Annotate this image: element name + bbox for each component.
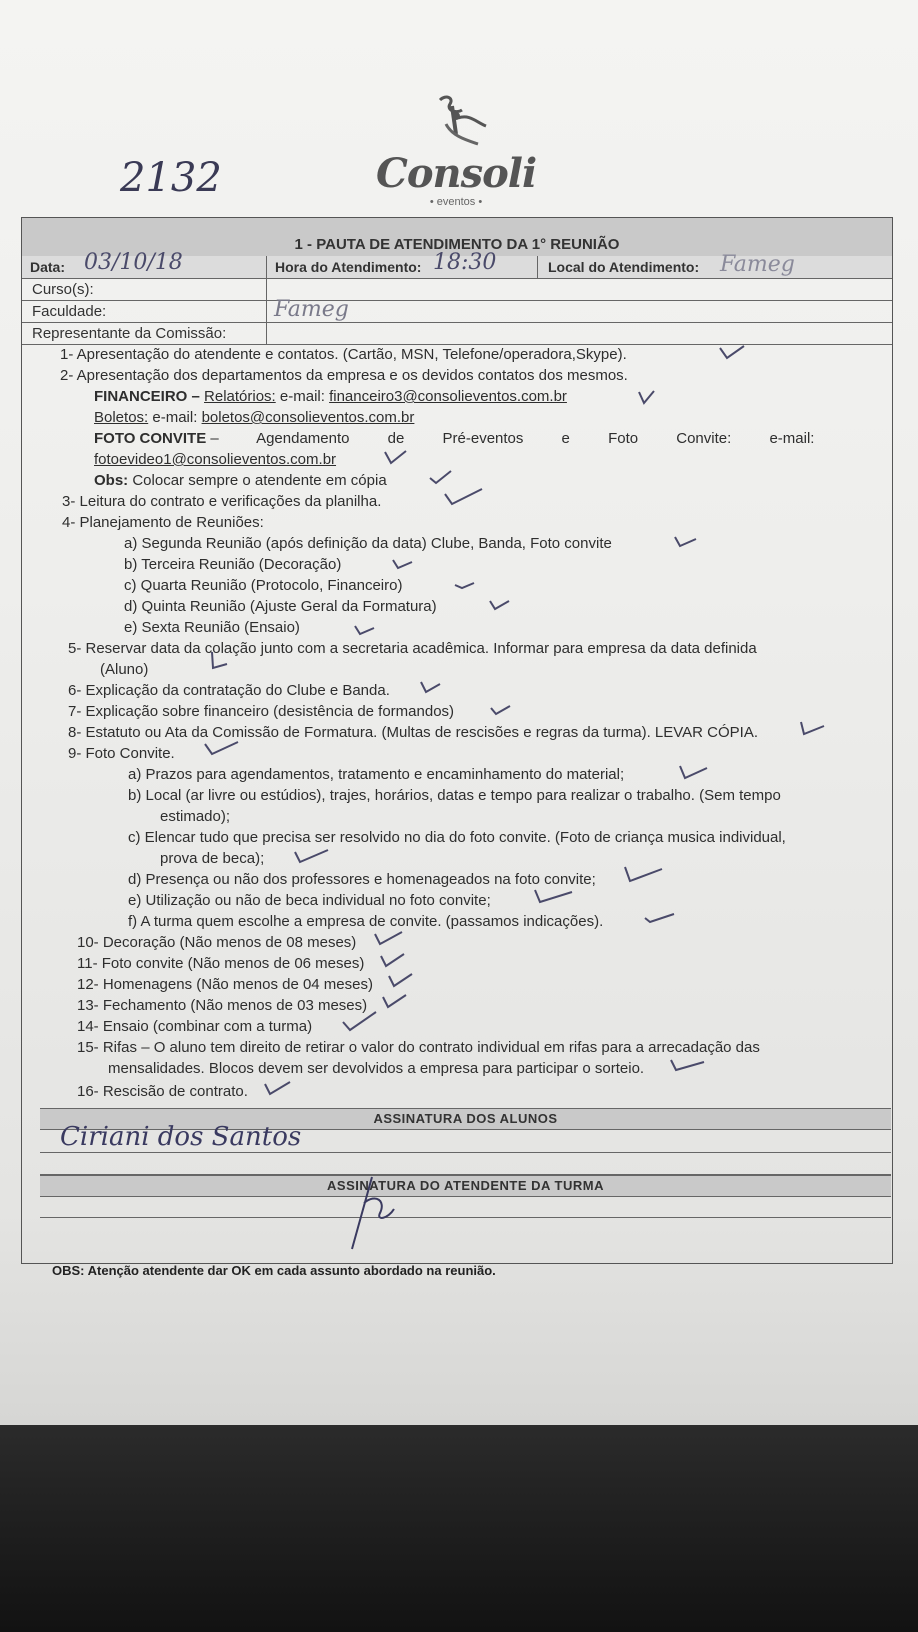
item-4b: b) Terceira Reunião (Decoração) xyxy=(124,556,342,573)
course-row xyxy=(22,278,892,301)
item-12: 12- Homenagens (Não menos de 04 meses) xyxy=(77,976,373,993)
item-14: 14- Ensaio (combinar com a turma) xyxy=(77,1018,313,1035)
financeiro-relatorios: Relatórios: xyxy=(204,388,276,405)
check-mark-icon xyxy=(532,886,576,906)
check-mark-icon xyxy=(352,620,378,638)
item-15-line1: 15- Rifas – O aluno tem direito de retirar o valor do contrato individual em rifas para a arrecadação das xyxy=(77,1039,760,1056)
check-mark-icon xyxy=(292,846,332,866)
time-label: Hora do Atendimento: xyxy=(275,259,422,275)
foto-convite-text: – Agendamento de Pré-eventos e Foto Convite: e-mail: xyxy=(210,430,815,447)
item-7: 7- Explicação sobre financeiro (desistência de formandos) xyxy=(68,703,455,720)
item-9d: d) Presença ou não dos professores e homenageados na foto convite; xyxy=(128,871,596,888)
logo-emblem-icon xyxy=(416,92,496,154)
obs-text: Colocar sempre o atendente em cópia xyxy=(132,472,387,489)
course-label: Curso(s): xyxy=(32,281,94,298)
item-9e: e) Utilização ou não de beca individual no foto convite; xyxy=(128,892,491,909)
item-11: 11- Foto convite (Não menos de 06 meses) xyxy=(77,955,365,972)
attendant-signature-title: ASSINATURA DO ATENDENTE DA TURMA xyxy=(327,1178,604,1193)
item-4a: a) Segunda Reunião (após definição da data) Clube, Banda, Foto convite xyxy=(124,535,612,552)
faculty-label: Faculdade: xyxy=(32,303,107,320)
item-2-boletos xyxy=(94,407,414,428)
form-title: 1 - PAUTA DE ATENDIMENTO DA 1° REUNIÃO xyxy=(294,236,620,253)
check-mark-icon xyxy=(418,678,444,696)
attendant-signature-mark xyxy=(342,1173,402,1253)
date-value: 03/10/18 xyxy=(84,250,183,275)
logo-wordmark: Consoli xyxy=(376,150,537,197)
item-9a: a) Prazos para agendamentos, tratamento e encaminhamento do material; xyxy=(128,766,625,783)
time-value: 18:30 xyxy=(433,250,497,275)
obs-label: Obs: xyxy=(94,472,129,489)
check-mark-icon xyxy=(642,908,678,926)
check-mark-icon xyxy=(672,531,698,549)
company-logo xyxy=(376,92,536,212)
handwritten-reference-number: 2132 xyxy=(120,155,222,201)
check-mark-icon xyxy=(636,388,658,406)
check-mark-icon xyxy=(622,863,666,885)
faculty-value: Fameg xyxy=(274,297,349,322)
student-signature-title: ASSINATURA DOS ALUNOS xyxy=(373,1111,558,1126)
student-signature-line-1 xyxy=(40,1122,891,1153)
boletos-email-label: e-mail: xyxy=(152,409,198,426)
item-16: 16- Rescisão de contrato. xyxy=(77,1083,248,1100)
check-mark-icon xyxy=(380,991,410,1011)
item-4e: e) Sexta Reunião (Ensaio) xyxy=(124,619,300,636)
item-9c-line2: prova de beca); xyxy=(160,850,265,867)
check-mark-icon xyxy=(378,950,408,970)
item-1: 1- Apresentação do atendente e contatos. (Cartão, MSN, Telefone/operadora,Skype). xyxy=(60,346,627,363)
representative-row xyxy=(22,322,892,345)
check-mark-icon xyxy=(717,342,747,362)
check-mark-icon xyxy=(427,468,453,486)
meeting-agenda-form xyxy=(21,217,893,1264)
item-9f: f) A turma quem escolhe a empresa de convite. (passamos indicações). xyxy=(128,913,604,930)
check-mark-icon xyxy=(262,1078,294,1098)
item-4d: d) Quinta Reunião (Ajuste Geral da Formatura) xyxy=(124,598,437,615)
financeiro-label: FINANCEIRO – xyxy=(94,388,200,405)
check-mark-icon xyxy=(372,928,406,948)
item-5-line1: 5- Reservar data da colação junto com a secretaria acadêmica. Informar para empresa da data definida xyxy=(68,640,757,657)
logo-tagline: • eventos • xyxy=(429,196,483,208)
faculty-row xyxy=(22,297,892,323)
item-2-obs xyxy=(94,470,387,491)
item-6: 6- Explicação da contratação do Clube e Banda. xyxy=(68,682,390,699)
item-2-financeiro xyxy=(94,386,567,407)
item-10: 10- Decoração (Não menos de 08 meses) xyxy=(77,934,357,951)
item-2-foto-convite xyxy=(94,428,874,449)
student-signature-line-2 xyxy=(40,1152,891,1175)
financeiro-email-label: e-mail: xyxy=(279,388,325,405)
item-9c-line1: c) Elencar tudo que precisa ser resolvido no dia do foto convite. (Foto de criança musica individual, xyxy=(128,829,786,846)
footer-note: OBS: Atenção atendente dar OK em cada assunto abordado na reunião. xyxy=(52,1263,496,1278)
item-9b-line2: estimado); xyxy=(160,808,231,825)
date-row xyxy=(22,250,892,279)
check-mark-icon xyxy=(202,738,242,758)
financeiro-email-link[interactable]: financeiro3@consolieventos.com.br xyxy=(329,388,567,405)
item-4: 4- Planejamento de Reuniões: xyxy=(62,514,264,531)
location-label: Local do Atendimento: xyxy=(548,259,700,275)
location-value: Fameg xyxy=(720,252,795,277)
check-mark-icon xyxy=(390,554,416,572)
attendant-signature-header xyxy=(40,1175,891,1197)
boletos-label: Boletos: xyxy=(94,409,149,426)
item-5-line2: (Aluno) xyxy=(100,661,149,678)
check-mark-icon xyxy=(668,1056,708,1074)
check-mark-icon xyxy=(382,448,408,466)
item-4c: c) Quarta Reunião (Protocolo, Financeiro) xyxy=(124,577,403,594)
check-mark-icon xyxy=(386,970,416,990)
item-13: 13- Fechamento (Não menos de 03 meses) xyxy=(77,997,368,1014)
check-mark-icon xyxy=(452,575,478,593)
check-mark-icon xyxy=(442,486,484,508)
item-9b-line1: b) Local (ar livre ou estúdios), trajes, horários, datas e tempo para realizar o trabalho. (Sem tempo xyxy=(128,787,781,804)
date-label: Data: xyxy=(30,259,66,275)
student-signature: Ciriani dos Santos xyxy=(60,1122,302,1152)
foto-convite-email-link[interactable]: fotoevideo1@consolieventos.com.br xyxy=(94,451,337,468)
representative-label: Representante da Comissão: xyxy=(32,325,227,342)
check-mark-icon xyxy=(488,700,514,718)
foto-convite-label: FOTO CONVITE xyxy=(94,430,207,447)
item-15-line2: mensalidades. Blocos devem ser devolvidos a empresa para participar o sorteio. xyxy=(108,1060,645,1077)
check-mark-icon xyxy=(487,595,513,613)
item-3: 3- Leitura do contrato e verificações da planilha. xyxy=(62,493,382,510)
boletos-email-link[interactable]: boletos@consolieventos.com.br xyxy=(201,409,415,426)
check-mark-icon xyxy=(798,718,828,738)
item-9: 9- Foto Convite. xyxy=(68,745,175,762)
attendant-signature-line xyxy=(40,1195,891,1218)
check-mark-icon xyxy=(340,1008,380,1034)
check-mark-icon xyxy=(677,762,709,782)
dark-background xyxy=(0,1425,918,1632)
item-8: 8- Estatuto ou Ata da Comissão de Formatura. (Multas de rescisões e regras da turma). LEVAR CÓPIA. xyxy=(68,724,759,741)
item-2: 2- Apresentação dos departamentos da empresa e os devidos contatos dos mesmos. xyxy=(60,367,628,384)
check-mark-icon xyxy=(207,648,233,674)
